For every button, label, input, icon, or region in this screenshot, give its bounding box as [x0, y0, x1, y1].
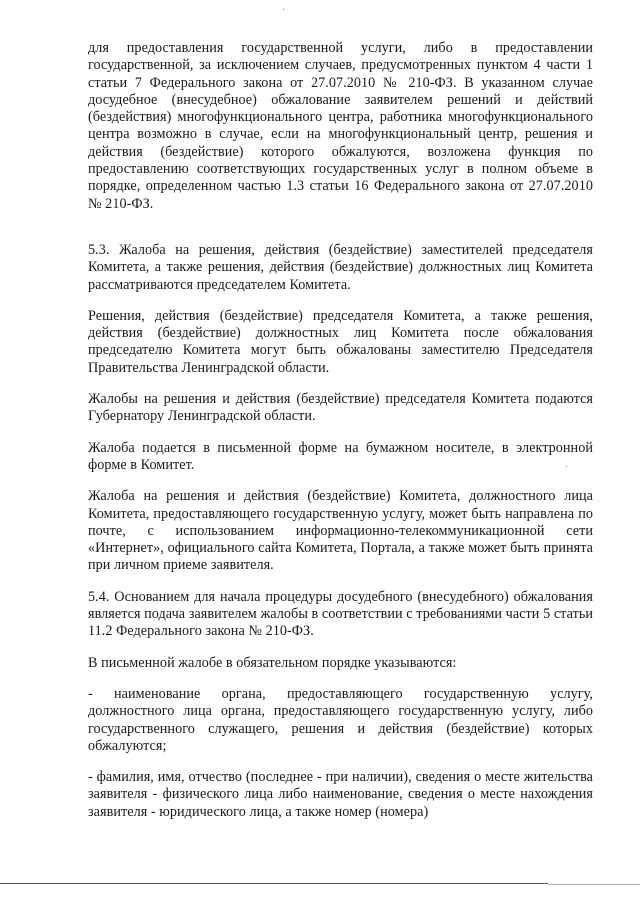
scan-bottom-edge — [0, 883, 548, 884]
paragraph-5-4: 5.4. Основанием для начала процедуры досудебного (внесудебного) обжалования является подача заявителем жалобы в соответствии с требованиями части 5 статьи 11.2 Федерального закона № 210-ФЗ. — [88, 588, 593, 640]
paragraph-required-fields-intro: В письменной жалобе в обязательном порядке указываются: — [88, 654, 457, 671]
paragraph-written-form: Жалоба подается в письменной форме на бумажном носителе, в электронной форме в Комитет. — [88, 439, 593, 473]
paragraph-5-3: 5.3. Жалоба на решения, действия (бездействие) заместителей председателя Комитета, а также решения, действия (бездействие) должностных лиц Комитета рассматриваются председателем Комитета. — [88, 241, 593, 293]
paragraph-appeal-governor: Жалобы на решения и действия (бездействие) председателя Комитета подаются Губернатору Ленинградской области. — [88, 391, 593, 425]
scan-speck — [283, 9, 284, 10]
paragraph-submission-channels: Жалоба на решения и действия (бездействие) Комитета, должностного лица Комитета, предоставляющего государственную услугу, может быть направлена по почте, с использованием информационно-телекоммуникационной сети «Интернет», официального сайта Комитета, Портала, а также может быть принята при личном приеме заявителя. — [88, 488, 593, 574]
document-body — [88, 40, 593, 821]
scan-bottom-edge-faint — [548, 884, 640, 885]
paragraph-appeal-deputy: Решения, действия (бездействие) председателя Комитета, а также решения, действия (бездействие) должностных лиц Комитета после обжалования председателю Комитета могут быть обжалованы заместителю Председателя Правительства Ленинградской области. — [88, 307, 593, 376]
paragraph-continuation-mfc: для предоставления государственной услуги, либо в предоставлении государственной, за исключением случаев, предусмотренных пунктом 4 части 1 статьи 7 Федерального закона от 27.07.2010 № 210-ФЗ. В указанном случае досудебное (внесудебное) обжалование заявителем решений и действий (бездействия) многофункционального центра, работника многофункционального центра возможно в случае, если на многофункциональный центр, решения и действия (бездействие) которого обжалуются, возложена функция по предоставлению соответствующих государственных услуг в полном объеме в порядке, определенном частью 1.3 статьи 16 Федерального закона от 27.07.2010 № 210-ФЗ. — [88, 40, 593, 212]
scan-speck — [566, 466, 567, 467]
list-item-authority-name: - наименование органа, предоставляющего государственную услугу, должностного лица органа, предоставляющего государственную услугу, либо государственного служащего, решения и действия (бездействие) которых обжалуются; — [88, 685, 593, 754]
list-item-applicant-details: - фамилия, имя, отчество (последнее - при наличии), сведения о месте жительства заявителя - физического лица либо наименование, сведения о месте нахождения заявителя - юридического лица, а также номер (номера) — [88, 769, 593, 820]
